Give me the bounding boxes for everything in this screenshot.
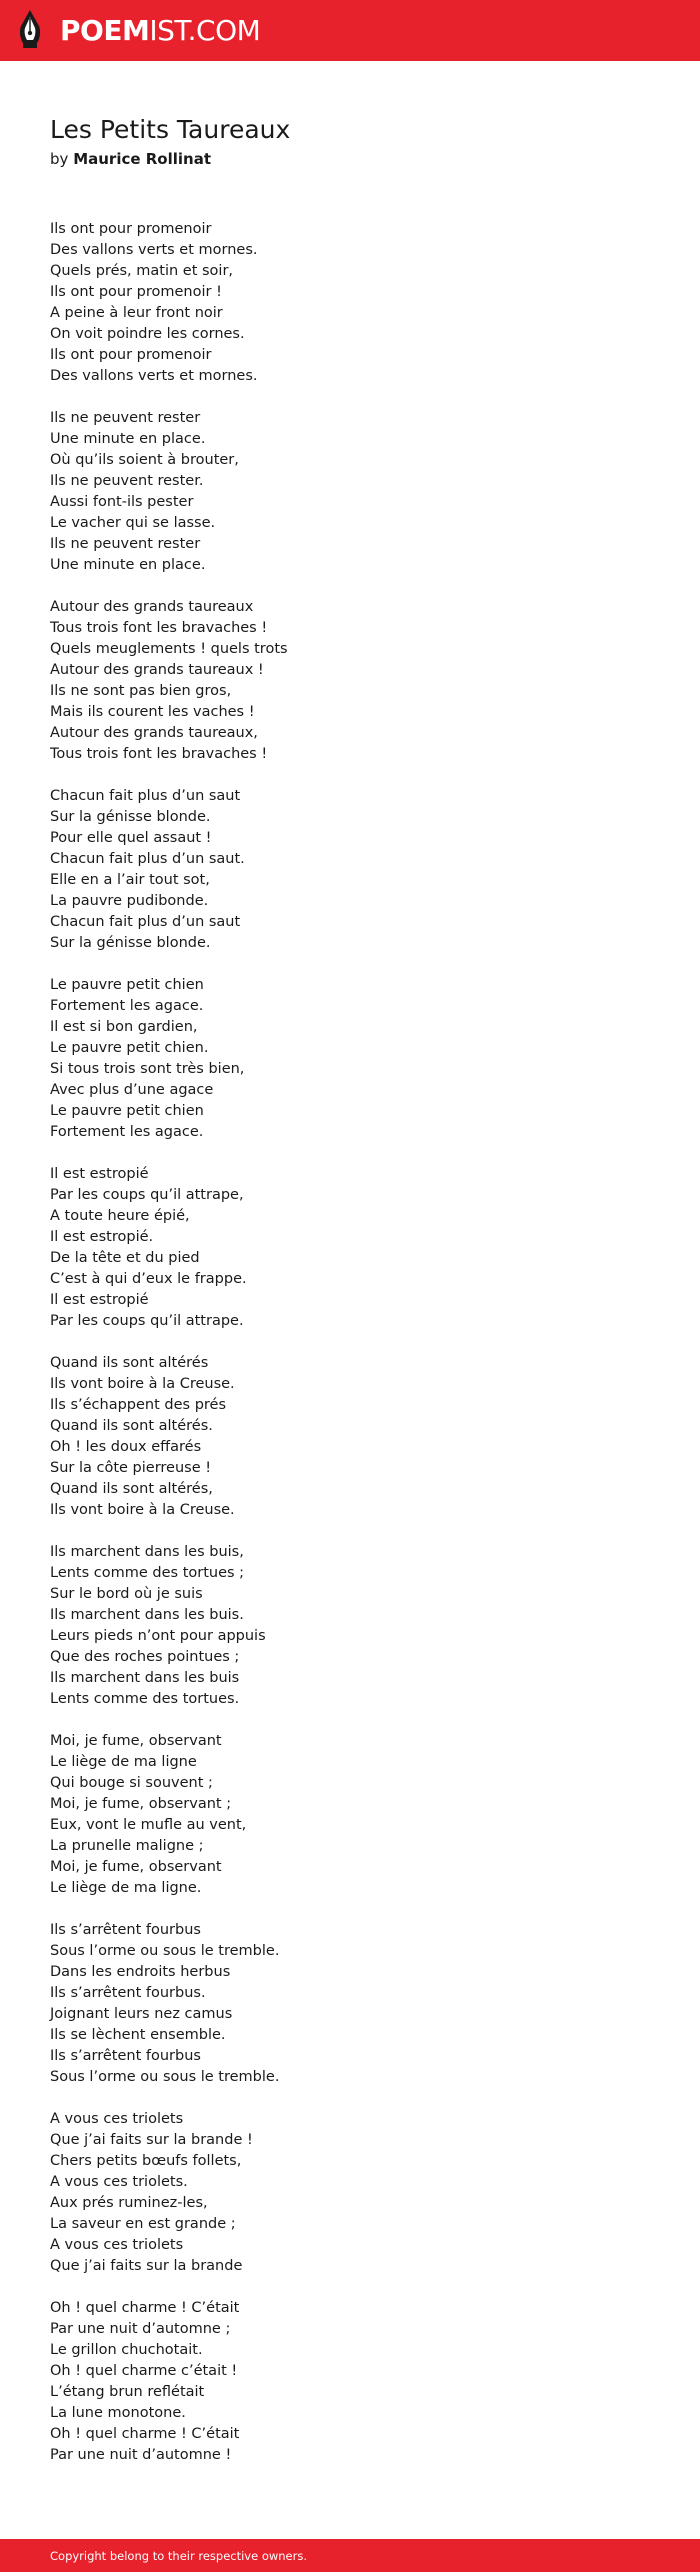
poem-line: Ils ne peuvent rester <box>50 536 201 552</box>
poem-line: Lents comme des tortues. <box>50 1691 240 1707</box>
poem-line: Ils s’échappent des prés <box>50 1397 227 1413</box>
poem-line: De la tête et du pied <box>50 1250 200 1266</box>
poem-line: Ils ont pour promenoir <box>50 347 212 363</box>
poem-line: Sur la côte pierreuse ! <box>50 1460 212 1476</box>
poem-line: Sous l’orme ou sous le tremble. <box>50 2069 280 2085</box>
poem-line: Quand ils sont altérés. <box>50 1418 213 1434</box>
poem-line: Qui bouge si souvent ; <box>50 1775 213 1791</box>
poem-line: A vous ces triolets <box>50 2111 184 2127</box>
poem-line: A toute heure épié, <box>50 1208 190 1224</box>
poem-line: Sous l’orme ou sous le tremble. <box>50 1943 280 1959</box>
poem-line: Chers petits bœufs follets, <box>50 2153 242 2169</box>
pen-nib-icon[interactable] <box>18 9 42 51</box>
poem-line: Fortement les agace. <box>50 998 204 1014</box>
poem-line: Quels prés, matin et soir, <box>50 263 234 279</box>
stanza <box>50 408 670 576</box>
poem-line: Sur le bord où je suis <box>50 1586 203 1602</box>
poem-line: Ils vont boire à la Creuse. <box>50 1502 235 1518</box>
poem-line: Chacun fait plus d’un saut. <box>50 851 245 867</box>
poem-line: Il est estropié <box>50 1166 149 1182</box>
poem-line: La lune monotone. <box>50 2405 186 2421</box>
poem-line: La pauvre pudibonde. <box>50 893 209 909</box>
poem-line: Ils se lèchent ensemble. <box>50 2027 226 2043</box>
poem-line: Lents comme des tortues ; <box>50 1565 245 1581</box>
poem-line: Quels meuglements ! quels trots <box>50 641 288 657</box>
site-footer <box>0 2539 700 2572</box>
poem-line: Mais ils courent les vaches ! <box>50 704 255 720</box>
poem-line: Ils ne peuvent rester. <box>50 473 204 489</box>
poem-line: La saveur en est grande ; <box>50 2216 236 2232</box>
poem-body <box>50 219 670 2487</box>
poem-line: On voit poindre les cornes. <box>50 326 245 342</box>
logo-text-bold: POEM <box>60 14 150 47</box>
poem-line: Joignant leurs nez camus <box>50 2006 233 2022</box>
by-label: by <box>50 150 69 168</box>
poem-line: Quand ils sont altérés <box>50 1355 209 1371</box>
poem-line: Tous trois font les bravaches ! <box>50 746 268 762</box>
stanza <box>50 2298 670 2466</box>
poem-line: A peine à leur front noir <box>50 305 223 321</box>
logo-text-light: IST.COM <box>149 14 261 47</box>
poem-line: Pour elle quel assaut ! <box>50 830 212 846</box>
poem-author: Maurice Rollinat <box>73 150 211 168</box>
poem-line: Oh ! les doux effarés <box>50 1439 202 1455</box>
poem-line: Avec plus d’une agace <box>50 1082 214 1098</box>
poem-line: Chacun fait plus d’un saut <box>50 914 241 930</box>
poem-line: Il est si bon gardien, <box>50 1019 198 1035</box>
poem-line: Le liège de ma ligne <box>50 1754 197 1770</box>
poem-line: Des vallons verts et mornes. <box>50 368 258 384</box>
poem-line: Si tous trois sont très bien, <box>50 1061 245 1077</box>
poem-line: Par les coups qu’il attrape, <box>50 1187 244 1203</box>
stanza <box>50 219 670 387</box>
poem-line: Moi, je fume, observant <box>50 1859 222 1875</box>
poem-line: Autour des grands taureaux, <box>50 725 258 741</box>
poem-line: Aussi font-ils pester <box>50 494 194 510</box>
poem-line: Des vallons verts et mornes. <box>50 242 258 258</box>
poem-line: Elle en a l’air tout sot, <box>50 872 210 888</box>
poem-line: Ils marchent dans les buis. <box>50 1607 244 1623</box>
poem-byline <box>50 148 211 170</box>
poem-line: Le vacher qui se lasse. <box>50 515 216 531</box>
poem-line: Par une nuit d’automne ; <box>50 2321 231 2337</box>
stanza <box>50 2109 670 2277</box>
poem-line: Autour des grands taureaux ! <box>50 662 264 678</box>
poem-line: Oh ! quel charme ! C’était <box>50 2300 240 2316</box>
poem-line: Ils s’arrêtent fourbus <box>50 2048 201 2064</box>
poem-line: Autour des grands taureaux <box>50 599 254 615</box>
poem-line: Il est estropié <box>50 1292 149 1308</box>
stanza <box>50 786 670 954</box>
stanza <box>50 975 670 1143</box>
poem-line: Que j’ai faits sur la brande ! <box>50 2132 253 2148</box>
poem-line: Ils marchent dans les buis, <box>50 1544 244 1560</box>
poem-line: Chacun fait plus d’un saut <box>50 788 241 804</box>
site-header <box>0 0 700 61</box>
poem-line: Il est estropié. <box>50 1229 154 1245</box>
poem-title: Les Petits Taureaux <box>50 115 291 144</box>
poem-line: Oh ! quel charme c’était ! <box>50 2363 238 2379</box>
poem-line: A vous ces triolets. <box>50 2174 188 2190</box>
stanza <box>50 1542 670 1710</box>
poem-line: Quand ils sont altérés, <box>50 1481 213 1497</box>
poem-line: Dans les endroits herbus <box>50 1964 231 1980</box>
poem-line: Moi, je fume, observant ; <box>50 1796 232 1812</box>
poem-line: La prunelle maligne ; <box>50 1838 204 1854</box>
poem-line: Oh ! quel charme ! C’était <box>50 2426 240 2442</box>
poem-line: Le pauvre petit chien <box>50 1103 204 1119</box>
poem-line: Moi, je fume, observant <box>50 1733 222 1749</box>
poem-line: Le liège de ma ligne. <box>50 1880 202 1896</box>
poem-line: Ils vont boire à la Creuse. <box>50 1376 235 1392</box>
poem-line: Sur la génisse blonde. <box>50 809 211 825</box>
poem-line: Ils ne sont pas bien gros, <box>50 683 232 699</box>
poem-line: Le pauvre petit chien <box>50 977 204 993</box>
poem-line: Ils s’arrêtent fourbus <box>50 1922 201 1938</box>
poem-line: Sur la génisse blonde. <box>50 935 211 951</box>
stanza <box>50 1164 670 1332</box>
poem-line: A vous ces triolets <box>50 2237 184 2253</box>
poem-line: Ils ont pour promenoir ! <box>50 284 222 300</box>
poem-line: Leurs pieds n’ont pour appuis <box>50 1628 266 1644</box>
poem-line: Ils ont pour promenoir <box>50 221 212 237</box>
poem-line: Que j’ai faits sur la brande <box>50 2258 243 2274</box>
poem-line: Eux, vont le mufle au vent, <box>50 1817 247 1833</box>
stanza <box>50 1353 670 1521</box>
poem-line: Tous trois font les bravaches ! <box>50 620 268 636</box>
poem-line: Ils s’arrêtent fourbus. <box>50 1985 206 2001</box>
stanza <box>50 1731 670 1899</box>
poem-line: Par une nuit d’automne ! <box>50 2447 232 2463</box>
poem-line: Ils ne peuvent rester <box>50 410 201 426</box>
copyright-notice: Copyright belong to their respective owners. <box>50 2549 308 2563</box>
stanza <box>50 597 670 765</box>
poem-line: C’est à qui d’eux le frappe. <box>50 1271 247 1287</box>
poem-line: Ils marchent dans les buis <box>50 1670 240 1686</box>
poem-line: Une minute en place. <box>50 557 206 573</box>
poem-line: Que des roches pointues ; <box>50 1649 240 1665</box>
poem-line: Où qu’ils soient à brouter, <box>50 452 239 468</box>
poem-line: L’étang brun reflétait <box>50 2384 205 2400</box>
stanza <box>50 1920 670 2088</box>
poem-line: Fortement les agace. <box>50 1124 204 1140</box>
poem-line: Aux prés ruminez-les, <box>50 2195 208 2211</box>
site-logo[interactable] <box>60 14 260 48</box>
poem-line: Une minute en place. <box>50 431 206 447</box>
poem-line: Le grillon chuchotait. <box>50 2342 203 2358</box>
poem-line: Par les coups qu’il attrape. <box>50 1313 244 1329</box>
poem-line: Le pauvre petit chien. <box>50 1040 209 1056</box>
